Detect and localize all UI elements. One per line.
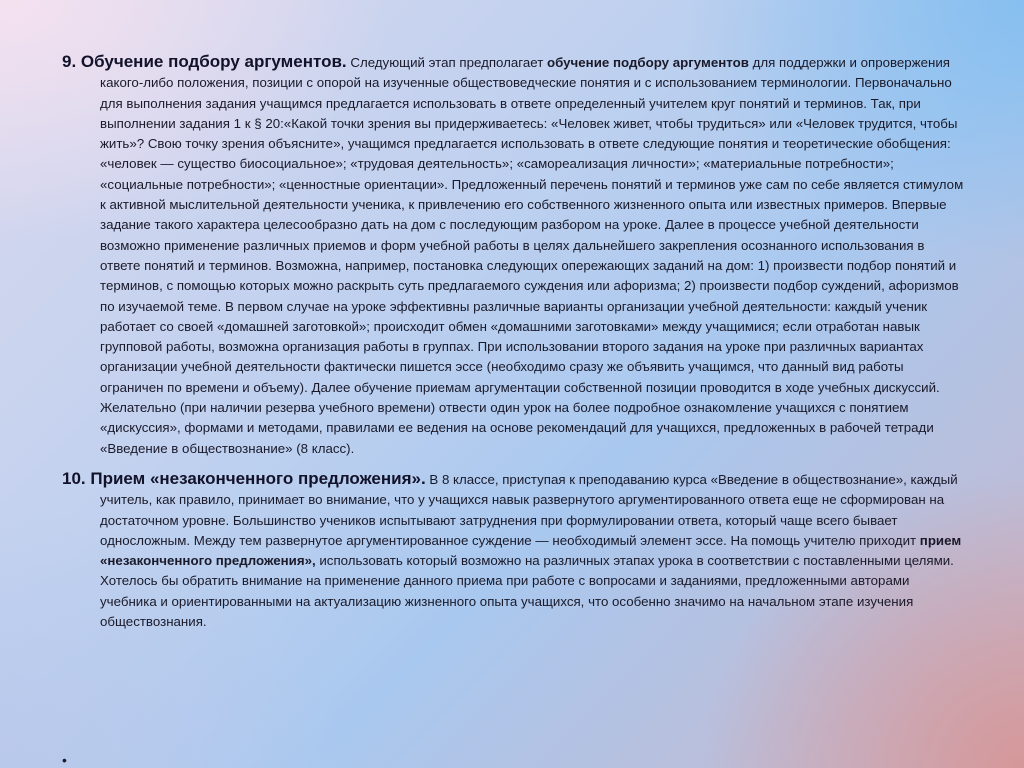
slide-body (62, 52, 966, 632)
text-run: Следующий этап предполагает (346, 55, 547, 70)
text-run: использовать который возможно на различных этапах урока в соответствии с поставленными целями. Хотелось бы обратить внимание на применение данного приема при работе с вопросами и заданиями, предложенными авторами учебника и ориентированными на актуализацию жизненного опыта учащихся, что особенно значимо на начальном этапе изучения обществознания. (100, 553, 954, 630)
bold-term: обучение подбору аргументов (547, 55, 749, 70)
text-run: для поддержки и опровержения какого-либо положения, позиции с опорой на изученные обществоведческие понятия и с использованием терминологии. Первоначально для выполнения задания учащимся предлагается использовать в ответе определенный учителем круг понятий и терминов. Так, при выполнении задания 1 к § 20:«Какой точки зрения вы придерживаетесь: «Человек живет, чтобы трудиться» или «Человек трудится, чтобы жить»? Свою точку зрения объясните», учащимся предлагается использовать в ответе следующие понятия и теоретические обобщения: «человек — существо биосоциальное»; «трудовая деятельность»; «самореализация личности»; «материальные потребности»; «социальные потребности»; «ценностные ориентации». Предложенный перечень понятий и терминов уже сам по себе является стимулом к активной мыслительной деятельности ученика, к привлечению его собственного жизненного опыта или известных примеров. Впервые задание такого характера целесообразно дать на дом с последующим разбором на уроке. Далее в процессе учебной деятельности возможно применение различных приемов и форм учебной работы в целях дальнейшего закрепления осознанного использования в ответе понятий и терминов. Возможна, например, постановка следующих опережающих заданий на дом: 1) произвести подбор понятий и терминов, с помощью которых можно раскрыть суть предлагаемого суждения или афоризма; 2) произвести подбор суждений, афоризмов по изучаемой теме. В первом случае на уроке эффективны различные варианты организации учебной деятельности: каждый ученик работает со своей «домашней заготовкой»; происходит обмен «домашними заготовками» между учащимися; если отработан навык групповой работы, возможна организация работы в группах. При использовании второго задания на уроке при различных вариантах организации учебной деятельности фактически пишется эссе (необходимо сразу же объявить учащимся, что данный вид работы ограничен по времени и объему). Далее обучение приемам аргументации собственной позиции проводится в ходе учебных дискуссий. Желательно (при наличии резерва учебного времени) отвести один урок на более подробное ознакомление учащихся с понятием «дискуссия», формами и методами, правилами ее ведения на основе рекомендаций для учащихся, предложенных в рабочей тетради «Введение в обществознание» (8 класс). (100, 55, 964, 456)
heading-unfinished-sentence: 10. Прием «незаконченного предложения». (62, 468, 426, 488)
empty-bullet: • (62, 752, 67, 768)
text-run: В 8 классе, приступая к преподаванию курса «Введение в обществознание», каждый учитель, как правило, принимает во внимание, что у учащихся навык развернутого аргументированного ответа еще не сформирован на достаточном уровне. Большинство учеников испытывают затруднения при формулировании ответа, который чаще всего бывает односложным. Между тем развернутое аргументированное суждение — необходимый элемент эссе. На помощь учителю приходит (100, 471, 958, 548)
paragraph-arguments (62, 52, 966, 459)
heading-arguments: 9. Обучение подбору аргументов. (62, 52, 347, 71)
paragraph-unfinished-sentence (62, 469, 966, 632)
bold-term: прием «незаконченного предложения», (100, 532, 962, 569)
